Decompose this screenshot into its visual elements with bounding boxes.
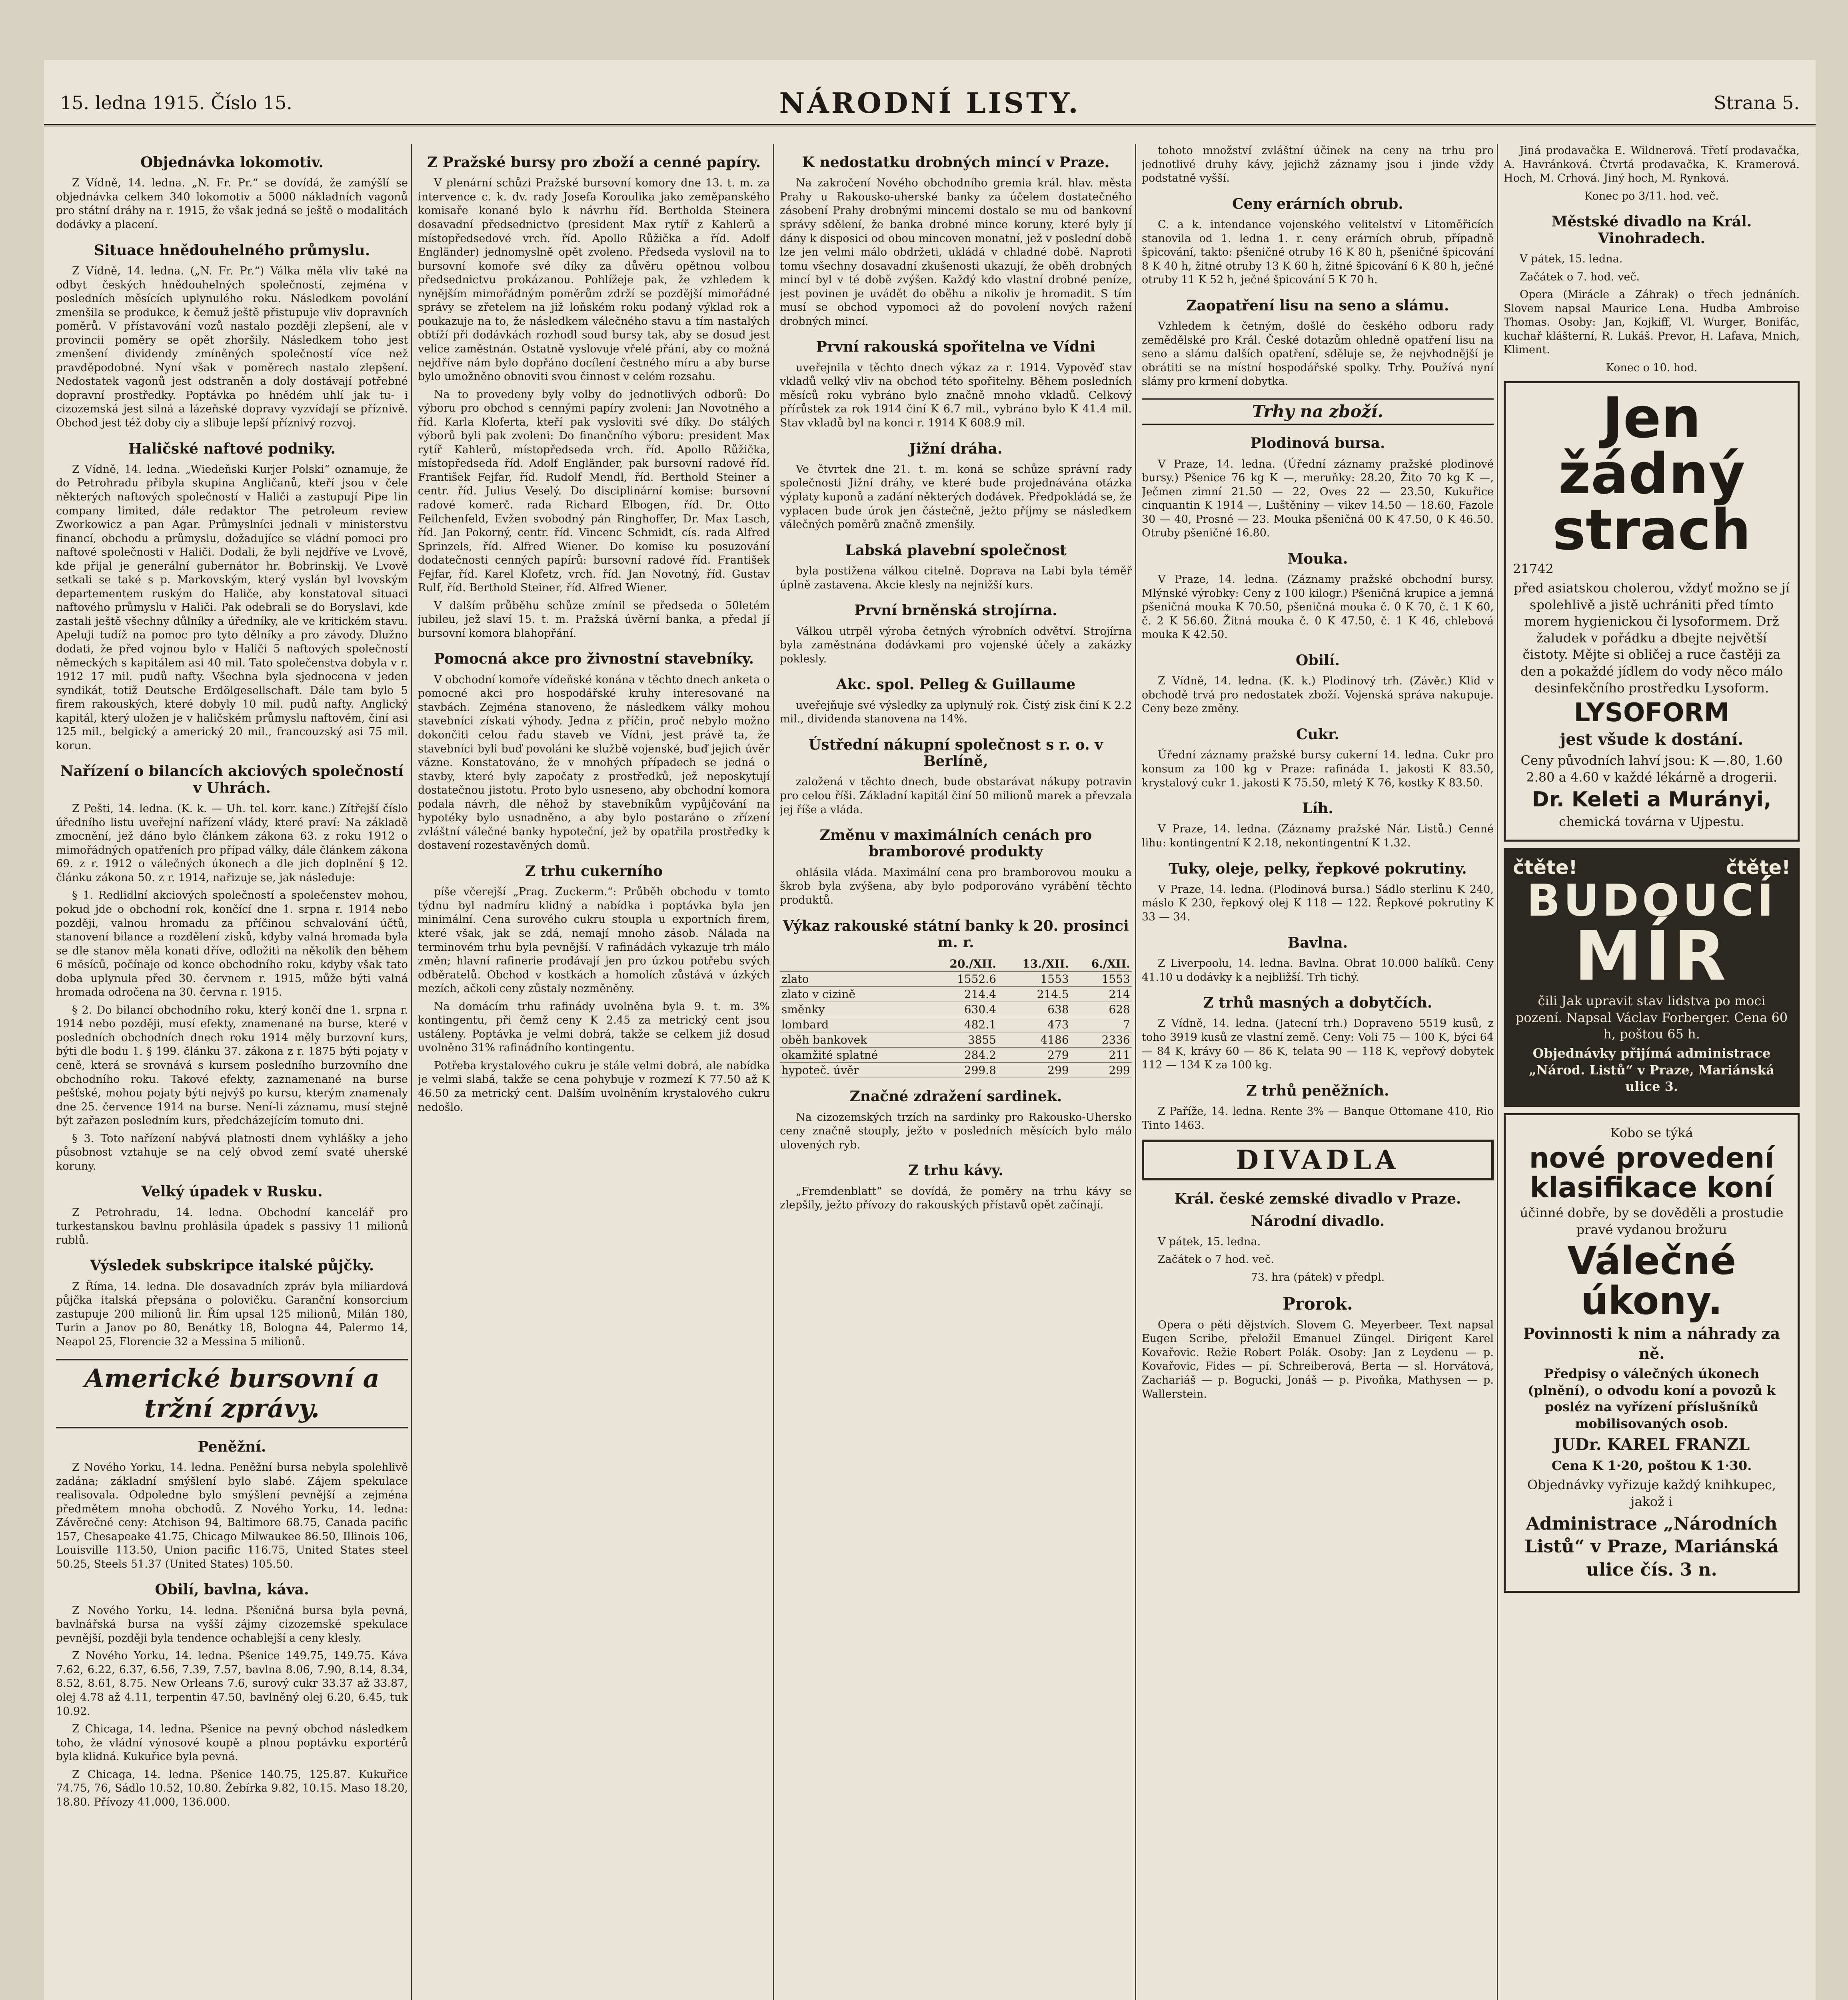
- column-rule: [1135, 144, 1136, 2000]
- article-title: Z trhu kávy.: [908, 1162, 1003, 1179]
- ad-company-sub: chemická továrna v Ujpestu.: [1559, 814, 1744, 829]
- article-text: Na to provedeny byly volby do jednotlivých odborů: Do výboru pro obchod s cennými papíry zvoleni: Jan Novotného a říd. Karla Kloferta, kteří pak vysloviti své díky. Do stálých výborů byli pak zvoleni: Do finančního výboru: president Max rytíř Kahlerů, místopředseda vrch. říd. Apollo Růžička, místopředseda říd. Adolf Engländer, pak bursovní radové říd. František Fejfar, říd. Rudolf Mendl, říd. Berthold Steiner a centr. říd. Julius Veselý. Do disciplinární komise: bursovní radové komerč. rada Richard Elbogen, říd. Dr. Otto Feilchenfeld, Evžen svobodný pán Ringhoffer, Dr. Max Lasch, říd. Jan Pokorný, centr. říd. Vincenc Schmidt, cís. rada Alfred Sprinzels, říd. Alfred Wiener. Do komise ku posuzování dodatečnosti cenných papírů: bursovní radové říd. František Fejfar, říd. Karel Klofetz, vrch. říd. Jan Novotný, říd. Gustav Rulf, říd. Berthold Steiner, říd. Alfred Wiener.: [418, 388, 770, 594]
- article-title: Značné zdražení sardinek.: [849, 1088, 1062, 1105]
- article-title: Objednávka lokomotiv.: [140, 154, 324, 171]
- column-rule: [773, 144, 774, 2000]
- table-header: 20./XII.: [925, 956, 998, 972]
- article-text: Potřeba krystalového cukru je stále velmi dobrá, ale nabídka je velmi slabá, takže se cena pohybuje v rozmezí K 77.50 až K 46.50 za metrický cent. Dalším uvolněním krystalového cukru nedošlo.: [418, 1059, 770, 1114]
- article-text: Z Vídně, 14. ledna. „Wiedeňski Kurjer Polski“ oznamuje, že do Petrohradu přibyla skupina Angličanů, kteří jsou v čele některých naftových společností v Haliči a zastupují Pipe lin company limited, dále redaktor The petroleum review Zworkowicz a pan Agar. Průmyslníci jednali v ministerstvu financí, obchodu a průmyslu, dožadujíce se vládní pomoci pro naftové společnosti v Haliči. Dodali, že byli nejdříve ve Lvově, kde přijal je generální gubernátor hr. Bobrinskij. Ve Lvově setkali se také s p. Markovským, který vyslán byl lvovským departementem ruským do Haliče, aby konstatoval situaci naftového průmyslu v Haliči. Pak odebrali se do Boryslavi, kde zastali ještě všechny důlníky a úředníky, ale ve kritickém stavu. Apeluji tudíž na pomoc pro tyto dělníky a pro závody. Dlužno dodati, že před vojnou bylo v Haliči 5 naftových společností německých s kapitálem asi 40 mil. Tato společenstva dobyla v r. 1912 17 mil. pudů nafty. Všechna byla sjednocena v jeden syndikát, totiž Deutsche Erdölgesellschaft. Dále tam bylo 5 firem rakouských, které dobyly 10 mil. pudů nafty. Anglický kapitál, který uložen je v haličském průmyslu naftovém, činí asi 125 mil., belgický a americký 20 mil., francouzský asi 75 mil. korun.: [56, 463, 408, 752]
- theatre-program: 73. hra (pátek) v předpl.: [1251, 1271, 1385, 1284]
- article-title: Labská plavební společnost: [845, 542, 1067, 559]
- budouci-mir-ad: [1504, 848, 1800, 1106]
- column-rule: [411, 144, 412, 2000]
- table-cell: 1553: [998, 972, 1071, 987]
- table-cell: 214.5: [998, 987, 1071, 1002]
- ad-book-sub: Povinnosti k nim a náhrady za ně.: [1523, 1324, 1780, 1362]
- table-cell: 211: [1071, 1048, 1132, 1063]
- table-row: [780, 1048, 1132, 1063]
- ad-phone: 21742: [1513, 561, 1554, 577]
- newspaper-page: [44, 60, 1816, 2000]
- table-cell: 214: [1071, 987, 1132, 1002]
- table-row: [780, 1017, 1132, 1032]
- ad-read-label: čtěte!: [1513, 856, 1578, 879]
- table-header: [780, 956, 925, 972]
- article-title: První rakouská spořitelna ve Vídni: [816, 338, 1096, 356]
- article-text: Z Paříže, 14. ledna. Rente 3% — Banque Ottomane 410, Rio Tinto 1463.: [1142, 1105, 1494, 1132]
- article-text: uveřejňuje své výsledky za uplynulý rok. Čistý zisk činí K 2.2 mil., dividenda stanovena na 14%.: [780, 699, 1132, 726]
- article-text: píše včerejší „Prag. Zuckerm.“: Průběh obchodu v tomto týdnu byl nadmíru klidný a nabídka i poptávka byla jen minimální. Cena surového cukru stoupla u exportních firem, které však, jak se zdá, nemají mnoho zásob. Nálada na terminovém trhu byla pevnější. V rafinádách vykazuje trh málo změn; hlavní rafinerie prodávají jen pro úzkou potřebu svých odběratelů. Obchod v kostkách a homolích zůstává v úzkých mezích, ačkoli ceny zůstaly nezměněny.: [418, 886, 770, 995]
- table-cell: 473: [998, 1017, 1071, 1032]
- ad-text: účinné dobře, by se dověděli a prostudie pravé vydanou brožuru: [1520, 1205, 1784, 1237]
- article-text: Z Vídně, 14. ledna. („N. Fr. Pr.“) Válka měla vliv také na odbyt českých hnědouhelných společností, zejména v posledních měsících uplynulého roku. Následkem povolání zmenšila se produkce, k čemuž ještě přistupuje vliv dopravních poměrů. V přístavování vozů nastalo později zlepšení, ale v provincii poměry se opět zhoršily. Následkem toho jest zmenšení dividendy zmíněných společností více než pravděpodobné. Nyní však v poměrech nastalo zlepšení. Nedostatek vagonů jest odstraněn a doly dostávají potřebné dopravní prostředky. Poptávka po hnědém uhlí jak tu- i cizozemská jest silná a lázeňské dopravy vyzvídají se příznivě. Obchod jest též doby ciy a slibuje lepší příznivý rozvoj.: [56, 264, 408, 429]
- article-title: Výsledek subskripce italské půjčky.: [90, 1257, 374, 1274]
- article-text: Z Nového Yorku, 14. ledna. Peněžní bursa nebyla spolehlivě zadána; základní smýšlení bylo slabé. Zájem spekulace realisovala. Odpoledne bylo smýšlení pevnější a zejména předmětem mnoha obchodů. Z Nového Yorku, 14. ledna: Závěrečné ceny: Atchison 94, Baltimore 68.75, Canada pacific 157, Chesapeake 41.75, Chicago Milwaukee 86.50, Illinois 106, Louisville 113.50, Union pacific 116.75, United States steel 50.25, Steels 51.37 (United States) 105.50.: [56, 1461, 408, 1570]
- ad-read-label: čtěte!: [1726, 856, 1790, 879]
- theatre-date: V pátek, 15. ledna.: [1520, 252, 1623, 265]
- ad-headline: BUDOUCÍ: [1526, 875, 1777, 926]
- ad-author: JUDr. KAREL FRANZL: [1553, 1435, 1750, 1454]
- column-rule: [1497, 144, 1498, 2000]
- article-text: § 3. Toto nařízení nabývá platnosti dnem vyhlášky a jeho působnost vztahuje se na celý obvod zemí svaté uherské koruny.: [56, 1132, 408, 1172]
- bank-table: [780, 956, 1132, 1078]
- article-title: Mouka.: [1287, 550, 1348, 567]
- table-header-row: [780, 956, 1132, 972]
- table-cell: oběh bankovek: [780, 1032, 925, 1048]
- table-cell: 7: [1071, 1017, 1132, 1032]
- article-text: Z Nového Yorku, 14. ledna. Pšeničná bursa byla pevná, bavlnářská bursa na vyšší zájmy cizozemské spekulace pevnější, později byla tendence ochablejší a ceny klesly.: [56, 1604, 408, 1644]
- article-title: Pomocná akce pro živnostní stavebníky.: [434, 650, 754, 668]
- table-cell: 3855: [925, 1032, 998, 1048]
- theatre-time: Začátek o 7. hod. več.: [1520, 270, 1640, 283]
- ad-headline: MÍR: [1574, 917, 1729, 996]
- table-row: [780, 972, 1132, 987]
- article-title: Plodinová bursa.: [1250, 435, 1385, 452]
- table-header: 13./XII.: [998, 956, 1071, 972]
- column-4: [1142, 144, 1494, 2000]
- article-text: V plenární schůzi Pražské bursovní komory dne 13. t. m. za intervence c. k. dv. rady Josefa Koroulika jako zeměpanského komisaře konané bylo k návrhu říd. Bertholda Steinera dosavadní předsednictvo (president Max rytíř z Kahlerů a místopředsedové vrch. říd. Apollo Růžička a říd. Adolf Engländer) jednomyslně opět zvoleno. Předseda vyslovil na to bursovní komoře své díky za důvěru opětnou volbou předsednictvu prokázanou. Pohlížeje pak, že vzhledem k nynějším mimořádným poměrům zdrží se pozdější mimořádné správy se zřetelem na již loňském roku podaný výklad rok a poukazuje na to, že následkem válečného stavu a tím nastalých obtíží při dodávkách rozhodl soud bursy tak, aby se dosud jest velice zaměstnán. Ostatně vyslovuje vřelé přání, aby co možná nejdříve nám bylo dopřáno docílení čestného míru a aby burse bylo umožněno obnoviti svou činnost v celém rozsahu.: [418, 177, 770, 383]
- article-text: uveřejnila v těchto dnech výkaz za r. 1914. Vypověď stav vkladů velký vliv na obchod této spořitelny. Během posledních měsíců roku vybráno bylo značně mnoho vkladů. Celkový přírůstek za rok 1914 činí K 6.7 mil., vybráno bylo K 41.4 mil. Stav vkladů byl na konci r. 1914 K 608.9 mil.: [780, 361, 1132, 429]
- article-title: Nařízení o bilancích akciových společností v Uhrách.: [60, 763, 404, 796]
- article-text: V Praze, 14. ledna. (Plodinová bursa.) Sádlo sterlinu K 240, máslo K 230, řepkový olej K 118 — 122. Řepkové pokrutiny K 33 — 34.: [1142, 883, 1494, 924]
- theatre-subtitle: Národní divadlo.: [1251, 1212, 1385, 1230]
- article-text: Opera (Mirácle a Záhrak) o třech jednáních. Slovem napsal Maurice Lena. Hudba Ambroise Thomas. Osoby: Jan, Kojkiff, Vl. Wurger, Bonifác, kuchař klášterní, R. Lukáš. Prevor, H. Lafava, Mnich, Kliment.: [1504, 288, 1800, 356]
- theatre-title: Městské divadlo na Král. Vinohradech.: [1551, 213, 1752, 247]
- article-title: První brněnská strojírna.: [854, 602, 1057, 619]
- lysoform-ad: [1504, 381, 1800, 842]
- article-text: § 1. Redlidlní akciových společností a společenstev mohou, pokud jde o obchodní rok, končící dne 1. srpna r. 1914 nebo později, valnou hromadu za příčinou schvalování účtů, stanovení bilance a rozdělení zisků, kdyby valná hromada byla se dle stanov měla konati dříve, odložiti na několik den během 6 měsíců, počínaje od konce obchodního roku, kdyby však tato doba uplynula před 30. červnem r. 1915, může býti valná hromada odročena na 30. června r. 1915.: [56, 889, 408, 999]
- article-title: Ceny erárních obrub.: [1232, 195, 1403, 212]
- play-title: Prorok.: [1283, 1294, 1353, 1314]
- article-title: Obilí.: [1295, 652, 1340, 669]
- article-text: Z Chicaga, 14. ledna. Pšenice na pevný obchod následkem toho, že vládní výnosové koupě a plnou poptávku exportérů byla klidná. Kukuřice byla pevná.: [56, 1723, 408, 1763]
- table-cell: zlato: [780, 972, 925, 987]
- table-cell: 4186: [998, 1032, 1071, 1048]
- theatre-date: V pátek, 15. ledna.: [1158, 1235, 1261, 1248]
- article-text: byla postižena válkou citelně. Doprava na Labi byla téměř úplně zastavena. Akcie klesly na nejnižší kurs.: [780, 565, 1132, 591]
- article-title: Tuky, oleje, pelky, řepkové pokrutiny.: [1169, 860, 1467, 877]
- ad-headline: Jen: [1602, 386, 1701, 451]
- article-title: Výkaz rakouské státní banky k 20. prosinci m. r.: [783, 917, 1129, 951]
- ad-headline: žádný: [1558, 442, 1745, 507]
- paper-title: NÁRODNÍ LISTY.: [779, 86, 1081, 120]
- table-cell: 299: [998, 1063, 1071, 1078]
- article-text: V Praze, 14. ledna. (Záznamy pražské obchodní bursy. Mlýnské výrobky: Ceny z 100 kilogr.) Pšeničná krupice a jemná pšeničná mouka K 70.50, pšeničná mouka č. 0 K 70, č. 1 K 60, č. 2 K 56.60. Žitná mouka č. 0 K 47.50, č. 1 K 46, chlebová mouka K 42.50.: [1142, 573, 1494, 641]
- article-text: Jiná prodavačka E. Wildnerová. Třetí prodavačka, A. Havránková. Čtvrtá prodavačka, K. Kramerová. Hoch, M. Crhová. Jiný hoch, M. Rynková.: [1504, 144, 1800, 185]
- article-title: Zaopatření lisu na seno a slámu.: [1186, 297, 1449, 314]
- article-title: Cukr.: [1296, 726, 1339, 743]
- table-cell: 299.8: [925, 1063, 998, 1078]
- ad-text: čili Jak upravit stav lidstva po moci pození. Napsal Václav Forberger. Cena 60 h, poštou 65 h.: [1515, 993, 1788, 1042]
- article-title: Akc. spol. Pelleg & Guillaume: [836, 676, 1076, 693]
- table-cell: 279: [998, 1048, 1071, 1063]
- table-cell: 214.4: [925, 987, 998, 1002]
- article-title: Velký úpadek v Rusku.: [141, 1183, 323, 1200]
- article-text: V obchodní komoře vídeňské konána v těchto dnech anketa o pomocné akci pro hospodářské kruhy interesované na stavbách. Zejména stanoveno, že následkem války mohou stavebníci získati výhody. Jedna z příčin, proč nebylo možno dokončiti celou řadu staveb ve Vídni, jest právě ta, že stavebníci byli buď povoláni ke službě vojenské, buď jejich úvěr vázne. Konstatováno, že v mnohých případech se jedná o stavby, které byly započaty z prostředků, jež neposkytují dostatečnou jistotu. Proto bylo usneseno, aby obchodní komora podala návrh, dle něhož by stavebníkům vypůjčování na hypotéky bylo usnadněno, a aby bylo postaráno o zřízení zvláštní válečné banky hypoteční, jež by opatřila prostředky k dostavení rozestavěných domů.: [418, 673, 770, 852]
- issue-date: 15. ledna 1915. Číslo 15.: [60, 92, 292, 114]
- article-text: Na domácím trhu rafinády uvolněna byla 9. t. m. 3% kontingentu, při čemž ceny K 2.45 za metrický cent jsou ustáleny. Poptávka je velmi dobrá, takže se celkem již dosud uvolněno 31% rafinádního kontingentu.: [418, 1000, 770, 1054]
- article-text: Konec o 10. hod.: [1606, 361, 1698, 374]
- article-text: Konec po 3/11. hod. več.: [1584, 190, 1719, 202]
- article-title: Z trhů peněžních.: [1246, 1082, 1389, 1099]
- article-title: Obilí, bavlna, káva.: [155, 1581, 309, 1598]
- article-text: Z Petrohradu, 14. ledna. Obchodní kancelář pro turkestanskou bavlnu prohlásila úpadek s passivy 11 milionů rublů.: [56, 1206, 408, 1246]
- ad-text: před asiatskou cholerou, vždyť možno se jí spolehlivě a jistě uchrániti před tímto morem hygienickou či lysoformem. Drž žaludek v pořádku a dbejte největší čistoty. Mějte si obličej a ruce častěji za den a pokaždé jídlem do vody něco málo desinfekčního prostředku Lysoform.: [1513, 580, 1790, 696]
- article-title: Líh.: [1302, 800, 1333, 817]
- article-text: Na zakročení Nového obchodního gremia král. hlav. města Prahy u Rakousko-uherské banky za účelem dostatečného zásobení Prahy drobnými mincemi dostalo se mu od bankovní správy sdělení, že banka drobné mince koruny, které byly jí dány k disposici od obou mincoven monatní, jež v poslední době lze jen velmi málo obdržeti, ukládá v chladné době. Naproti tomu všechny dosavadní zkušenosti ukazují, že oběh drobných mincí byl v té době zvýšen. Každý kdo vlastní drobné peníze, jest povinen je uvádět do oběhu a nikoliv je hromadit. S tím musí se obchod vypomoci až do povolení nových ražení drobných mincí.: [780, 177, 1132, 328]
- article-text: ohlásila vláda. Maximální cena pro bramborovou mouku a škrob byla zvýšena, aby bylo podporováno vyrábění těchto produktů.: [780, 866, 1132, 906]
- table-cell: 299: [1071, 1063, 1132, 1078]
- article-text: Opera o pěti dějstvích. Slovem G. Meyerbeer. Text napsal Eugen Scribe, přeložil Emanuel Züngel. Dirigent Karel Kovařovic. Režie Robert Polák. Osoby: Jan z Leydenu — p. Kovařovic, Fides — pí. Schreiberová, Berta — sl. Horvátová, Zachariáš — p. Bogucki, Jonáš — p. Pivoňka, Mathysen — p. Wallerstein.: [1142, 1318, 1494, 1400]
- article-title: Z trhů masných a dobytčích.: [1203, 994, 1432, 1012]
- ad-company: Dr. Keleti a Murányi,: [1532, 787, 1772, 812]
- table-row: [780, 1063, 1132, 1078]
- article-text: založená v těchto dnech, bude obstarávat nákupy potravin pro celou říši. Základní kapitál činí 50 milionů marek a převzala jej říše a vláda.: [780, 776, 1132, 816]
- article-title: Peněžní.: [198, 1438, 266, 1455]
- ad-order: Objednávky vyřizuje každý knihkupec, jakož i: [1527, 1477, 1776, 1509]
- article-title: K nedostatku drobných mincí v Praze.: [802, 154, 1110, 171]
- article-text: V dalším průběhu schůze zmínil se předseda o 50letém jubileu, jež slaví 15. t. m. Pražská úvěrní banka, a předal jí bursovní komora blahopřání.: [418, 599, 770, 640]
- article-title: Změnu v maximálních cenách pro bramborové produkty: [819, 827, 1092, 860]
- article-text: Vzhledem k četným, došlé do českého odboru rady zemědělské pro Král. České dotazům ohledně opatření lisu na seno a slámu dalších opatření, sděluje se, že nejvhodnější je obrátiti se na místní hospodářské spolky. Trhy. Používá nyní slámy pro krmení dobytka.: [1142, 320, 1494, 388]
- ad-book-title: Válečné úkony.: [1567, 1238, 1736, 1324]
- ad-price: Ceny původních lahví jsou: K —.80, 1.60 2.80 a 4.60 v každé lékárně a drogerii.: [1520, 753, 1783, 785]
- table-cell: 284.2: [925, 1048, 998, 1063]
- table-cell: lombard: [780, 1017, 925, 1032]
- table-row: [780, 1002, 1132, 1017]
- article-text: Z Chicaga, 14. ledna. Pšenice 140.75, 125.87. Kukuřice 74.75, 76, Sádlo 10.52, 10.80. Žebírka 9.82, 10.15. Maso 18.20, 18.80. Přívozy 41.000, 136.000.: [56, 1768, 408, 1808]
- column-5: [1504, 144, 1800, 2000]
- ad-headline: nové provedení: [1529, 1142, 1774, 1175]
- article-text: Válkou utrpěl výroba četných výrobních odvětví. Strojírna byla zaměstnána dodávkami pro vojenské účely a zakázky poklesly.: [780, 625, 1132, 665]
- valecne-ukony-ad: [1504, 1113, 1800, 1593]
- article-text: Z Pešti, 14. ledna. (K. k. — Uh. tel. korr. kanc.) Zítřejší číslo úředního listu uveřejní nařízení vlády, které praví: Na základě zmocnění, jež dáno bylo článkem zákona 63. z roku 1912 o mimořádných opatřeních pro případ války, dále článkem zákona 69. z r. 1912 o válečných úkonech a dle jich doplnění § 12. článku zákona 50. z r. 1914, nařizuje se, jak následuje:: [56, 802, 408, 884]
- ad-order: Administrace „Národních Listů“ v Praze, Mariánská ulice čís. 3 n.: [1524, 1514, 1779, 1580]
- column-1: [56, 144, 408, 2000]
- article-text: Z Liverpoolu, 14. ledna. Bavlna. Obrat 10.000 balíků. Ceny 41.10 u dodávky k a nejbližší. Trh tichý.: [1142, 957, 1494, 984]
- theatre-title: Král. české zemské divadlo v Praze.: [1174, 1190, 1461, 1208]
- masthead: [44, 76, 1816, 126]
- table-cell: 1553: [1071, 972, 1132, 987]
- table-cell: směnky: [780, 1002, 925, 1017]
- article-title: Ústřední nákupní společnost s r. o. v Berlíně,: [808, 736, 1103, 770]
- article-title: Jižní dráha.: [909, 440, 1003, 457]
- article-text: tohoto množství zvláštní účinek na ceny na trhu pro jednotlivé druhy kávy, jejichž záznamy jsou i jinde vždy podstatně vyšší.: [1142, 144, 1494, 185]
- ad-slogan: jest všude k dostání.: [1560, 730, 1744, 749]
- table-cell: 628: [1071, 1002, 1132, 1017]
- article-text: C. a k. intendance vojenského velitelství v Litoměřicích stanovila od 1. ledna 1. r. ceny erárních obrub, případně špicování, takto: pšeničné otruby 16 K 80 h, pšeničné špicování 8 K 40 h, žitné otruby 13 K 60 h, žitné špicování 6 K 80 h, ječné otruby 11 K 52 h, ječné špicování 5 K 70 h.: [1142, 218, 1494, 286]
- article-title: Haličské naftové podniky.: [128, 440, 336, 457]
- column-3: [780, 144, 1132, 2000]
- article-title: Bavlna.: [1287, 934, 1348, 951]
- article-text: V Praze, 14. ledna. (Úřední záznamy pražské plodinové bursy.) Pšenice 76 kg K —, meruňky: 28.20, Žito 70 kg K —, Ječmen zimní 21.50 — 22, Oves 22 — 23.50, Kukuřice cinquantin K 1914 —, Luštěniny — vikev 14.50 — 18.60, Fazole 30 — 40, Prosné — 23. Mouka pšeničná 00 K 47.50, 0 K 46.50. Otruby pšeničné 16.80.: [1142, 458, 1494, 540]
- table-cell: 1552.6: [925, 972, 998, 987]
- table-row: [780, 1032, 1132, 1048]
- ad-intro: Kobo se týká: [1610, 1125, 1693, 1140]
- ad-headline: klasifikace koní: [1530, 1171, 1774, 1204]
- article-text: Na cizozemských trzích na sardinky pro Rakousko-Uhersko ceny značně stouply, ježto v posledních měsících bylo málo ulovených ryb.: [780, 1111, 1132, 1151]
- section-banner: Americké bursovní a tržní zprávy.: [56, 1359, 408, 1428]
- table-cell: zlato v cizině: [780, 987, 925, 1002]
- article-title: Z Pražské bursy pro zboží a cenné papíry.: [427, 154, 761, 171]
- article-text: Z Říma, 14. ledna. Dle dosavadních zpráv byla miliardová půjčka italská přepsána o polovičku. Garanční konsorcium zastupuje 200 milionů lir. Řím upsal 125 milionů, Milán 180, Turin a Janov po 80, Benátky 18, Bologna 44, Palermo 14, Neapol 25, Florencie 32 a Messina 5 milionů.: [56, 1280, 408, 1348]
- section-title: Trhy na zboží.: [1142, 398, 1494, 425]
- article-text: Z Vídně, 14. ledna. „N. Fr. Pr.“ se dovídá, že zamýšlí se objednávka celkem 340 lokomotiv a 5000 nákladních vagonů pro státní dráhy na r. 1915, že však jedná se ještě o modalitách dodávky a placení.: [56, 177, 408, 231]
- table-header: 6./XII.: [1071, 956, 1132, 972]
- ad-price: Cena K 1·20, poštou K 1·30.: [1551, 1458, 1752, 1474]
- column-2: [418, 144, 770, 2000]
- article-text: V Praze, 14. ledna. (Záznamy pražské Nár. Listů.) Cenné lihu: kontingentní K 2.18, nekontingentní K 1.32.: [1142, 823, 1494, 849]
- article-text: Z Vídně, 14. ledna. (Jatecní trh.) Dopraveno 5519 kusů, z toho 3919 kusů ze vlastní země. Ceny: Voli 75 — 100 K, býci 64 — 84 K, krávy 60 — 86 K, telata 90 — 118 K, vepřový dobytek 112 — 134 K za 100 kg.: [1142, 1017, 1494, 1072]
- theatre-time: Začátek o 7 hod. več.: [1158, 1253, 1275, 1266]
- ad-note: Předpisy o válečných úkonech (plnění), o odvodu koní a povozů k posléz na vyřízení příslušníků mobilisovaných osob.: [1528, 1366, 1776, 1431]
- table-cell: hypoteč. úvěr: [780, 1063, 925, 1078]
- ad-headline: strach: [1552, 498, 1751, 563]
- page-number: Strana 5.: [1714, 92, 1800, 114]
- theatre-banner: DIVADLA: [1142, 1140, 1494, 1180]
- table-cell: 638: [998, 1002, 1071, 1017]
- article-text: Ve čtvrtek dne 21. t. m. koná se schůze správní rady společnosti Jižní dráhy, ve které bude projednávána otázka výplaty kuponů a zadání některých dodávek. Předpokládá se, že vyplacen bude úrok jen částečně, ježto příjmy se následkem válečných poměrů značně zmenšily.: [780, 463, 1132, 531]
- article-title: Z trhu cukerního: [525, 862, 663, 880]
- article-text: § 2. Do bilancí obchodního roku, který končí dne 1. srpna r. 1914 nebo později, musí efekty, znamenané na burse, které v posledních obchodních dnech roku 1914 měly burzovní kurs, býti dle bodu 1. § 199. článku 37. zákona z r. 1875 býti pojaty v ceně, která se srovnává s kursem posledního burzovního dne obchodního roku. Takové efekty, zaznamenané na burse pešťské, mohou pojaty býti nejvýš po kursu, kterým znamenaly dne 25. července 1914 na burse. Není-li záznamu, musí stejně být zařazen posledním kurs, předcházejícím tomuto dni.: [56, 1004, 408, 1127]
- article-text: Z Vídně, 14. ledna. (K. k.) Plodinový trh. (Závěr.) Klid v obchodě trvá pro nedostatek zboží. Vojenská správa nakupuje. Ceny beze změny.: [1142, 675, 1494, 715]
- table-cell: 2336: [1071, 1032, 1132, 1048]
- table-row: [780, 987, 1132, 1002]
- article-text: Z Nového Yorku, 14. ledna. Pšenice 149.75, 149.75. Káva 7.62, 6.22, 6.37, 6.56, 7.39, 7.57, bavlna 8.06, 7.90, 8.14, 8.34, 8.52, 8.61, 8.75. New Orleans 7.6, surový cukr 33.37 až 33.87, olej 4.78 až 4.11, terpentin 47.50, bavlněný olej 6.20, 6.45, tuk 10.92.: [56, 1650, 408, 1718]
- table-cell: 630.4: [925, 1002, 998, 1017]
- ad-order: Objednávky přijímá administrace „Národ. Listů“ v Praze, Mariánská ulice 3.: [1529, 1046, 1774, 1094]
- article-text: Úřední záznamy pražské bursy cukerní 14. ledna. Cukr pro konsum za 100 kg v Praze: rafináda 1. jakosti K 83.50, krystalový cukr 1. jakosti K 75.50, mletý K 76, kostky K 83.50.: [1142, 749, 1494, 789]
- ad-brand: LYSOFORM: [1574, 698, 1730, 728]
- table-cell: 482.1: [925, 1017, 998, 1032]
- table-cell: okamžité splatné: [780, 1048, 925, 1063]
- article-text: „Fremdenblatt“ se dovídá, že poměry na trhu kávy se zlepšily, ježto přívozy do rakouských přístavů opět začínají.: [780, 1185, 1132, 1212]
- article-title: Situace hnědouhelného průmyslu.: [94, 242, 370, 259]
